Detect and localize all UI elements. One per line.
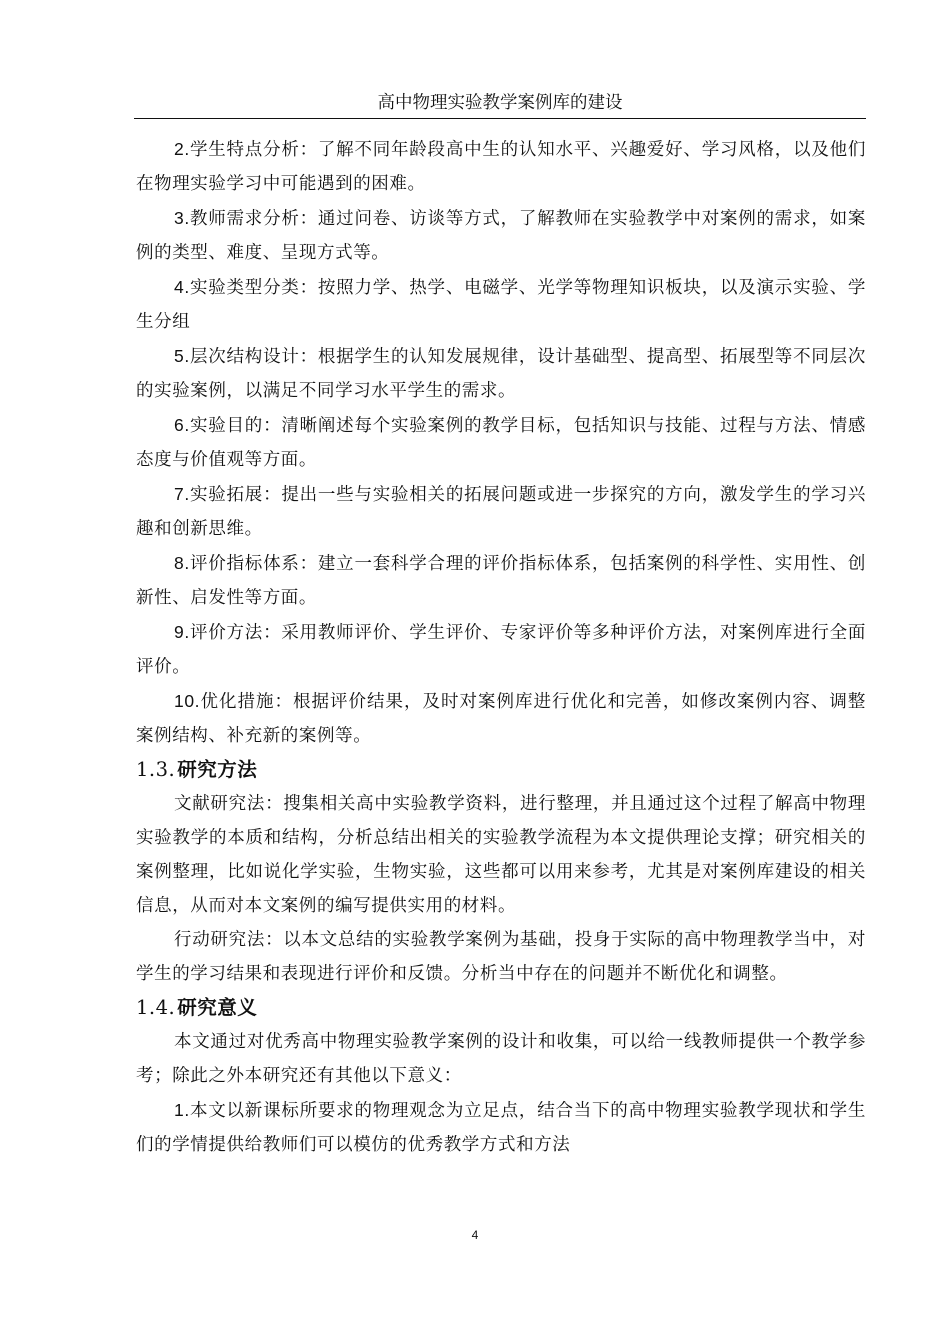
list-item-text: 层次结构设计：根据学生的认知发展规律，设计基础型、提高型、拓展型等不同层次的实验案例，以满足不同学习水平学生的需求。 [136,347,866,401]
list-item-text: 实验目的：清晰阐述每个实验案例的教学目标，包括知识与技能、过程与方法、情感态度与价值观等方面。 [136,416,866,470]
list-item-text: 评价指标体系：建立一套科学合理的评价指标体系，包括案例的科学性、实用性、创新性、启发性等方面。 [136,554,866,608]
page-number: 4 [471,1228,479,1242]
list-item-text: 学生特点分析：了解不同年龄段高中生的认知水平、兴趣爱好、学习风格，以及他们在物理实验学习中可能遇到的困难。 [136,140,866,194]
list-item-number: 6. [174,415,190,435]
list-item [136,408,866,477]
list-item-number: 1. [174,1100,190,1120]
paragraph: 行动研究法：以本文总结的实验教学案例为基础，投身于实际的高中物理教学当中，对学生的学习结果和表现进行评价和反馈。分析当中存在的问题并不断优化和调整。 [136,930,866,984]
list-item-text: 教师需求分析：通过问卷、访谈等方式，了解教师在实验教学中对案例的需求，如案例的类型、难度、呈现方式等。 [136,209,866,263]
body-content [136,132,866,1162]
list-item-text: 本文以新课标所要求的物理观念为立足点，结合当下的高中物理实验教学现状和学生们的学情提供给教师们可以模仿的优秀教学方式和方法 [136,1101,866,1155]
list-item-text: 实验拓展：提出一些与实验相关的拓展问题或进一步探究的方向，激发学生的学习兴趣和创新思维。 [136,485,866,539]
list-item-text: 优化措施：根据评价结果，及时对案例库进行优化和完善，如修改案例内容、调整案例结构、补充新的案例等。 [136,692,866,746]
list-item-number: 7. [174,484,190,504]
list-item-number: 3. [174,208,190,228]
list-item-number: 2. [174,139,190,159]
list-item-text: 实验类型分类：按照力学、热学、电磁学、光学等物理知识板块，以及演示实验、学生分组 [136,278,866,332]
list-item-number: 5. [174,346,190,366]
list-item-text: 评价方法：采用教师评价、学生评价、专家评价等多种评价方法，对案例库进行全面评价。 [136,623,866,677]
list-item [136,546,866,615]
list-item-number: 8. [174,553,190,573]
list-item [136,132,866,201]
list-item [136,684,866,753]
section-title: 研究方法 [177,758,258,781]
section-title: 研究意义 [177,996,258,1019]
list-item [136,615,866,684]
list-item [136,201,866,270]
section-heading-research-methods [136,753,866,787]
running-header: 高中物理实验教学案例库的建设 [134,90,866,119]
list-item [136,477,866,546]
section-number: 1.4. [136,996,176,1019]
list-item [136,339,866,408]
section-number: 1.3. [136,758,176,781]
list-item-number: 4. [174,277,190,297]
list-item [136,270,866,339]
list-item-number: 10. [174,691,201,711]
section-heading-research-significance [136,991,866,1025]
list-item-number: 9. [174,622,190,642]
list-item [136,1093,866,1162]
paragraph: 文献研究法：搜集相关高中实验教学资料，进行整理，并且通过这个过程了解高中物理实验教学的本质和结构，分析总结出相关的实验教学流程为本文提供理论支撑；研究相关的案例整理，比如说化学实验，生物实验，这些都可以用来参考，尤其是对案例库建设的相关信息，从而对本文案例的编写提供实用的材料。 [136,794,866,916]
paragraph: 本文通过对优秀高中物理实验教学案例的设计和收集，可以给一线教师提供一个教学参考；除此之外本研究还有其他以下意义： [136,1032,866,1086]
